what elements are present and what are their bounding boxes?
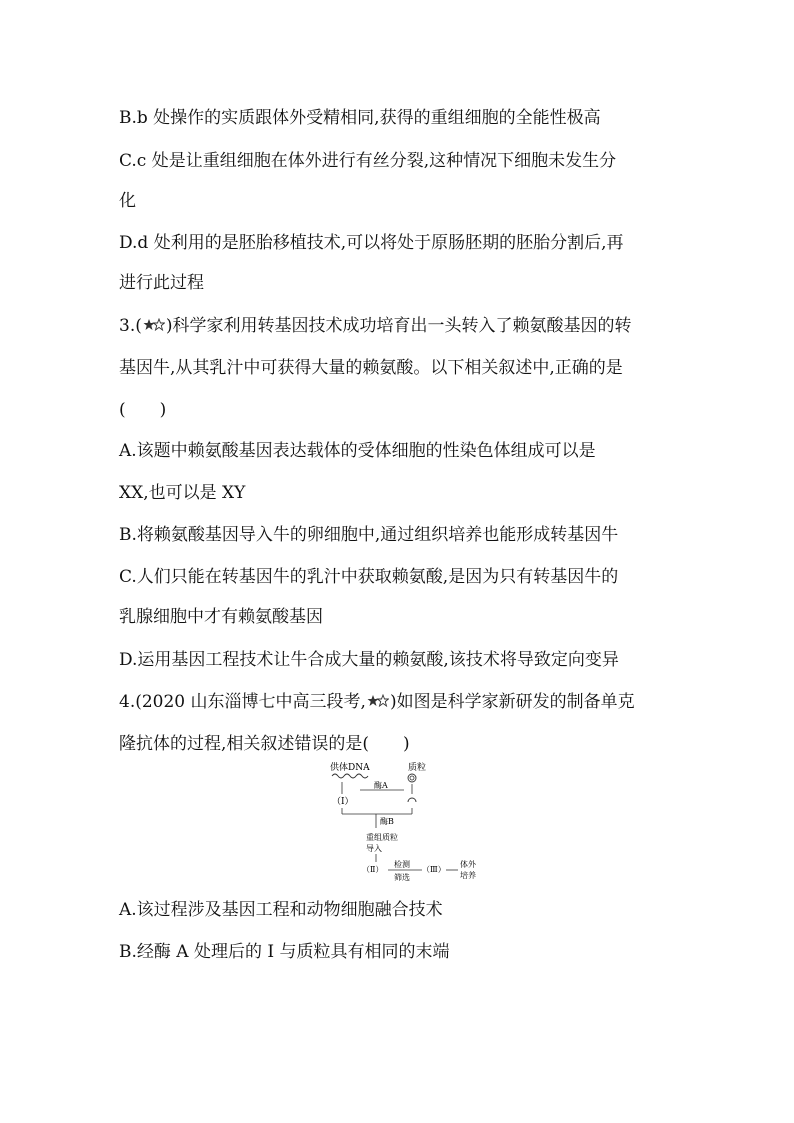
question-3-line1 [119,314,632,338]
screen-label: 筛选 [394,873,410,882]
stage-3-label: （Ⅲ） [422,865,446,874]
cut-plasmid-icon [408,798,416,802]
option-4a: A.该过程涉及基因工程和动物细胞融合技术 [119,900,443,920]
option-3b: B.b 处操作的实质跟体外受精相同,获得的重组细胞的全能性极高 [119,108,601,128]
question-3-line2: 基因牛,从其乳汁中可获得大量的赖氨酸。以下相关叙述中,正确的是 [119,358,623,378]
difficulty-stars-icon [143,318,165,332]
option-3c-line1: C.c 处是让重组细胞在体外进行有丝分裂,这种情况下细胞未发生分 [119,151,617,171]
question-4-source: 4.(2020 山东淄博七中高三段考, [119,692,366,712]
stage-2-label: （Ⅱ） [362,865,384,874]
question-3-number: 3.( [119,316,142,336]
donor-dna-label: 供体DNA [330,763,370,773]
option-b: B.将赖氨酸基因导入牛的卵细胞中,通过组织培养也能形成转基因牛 [119,525,619,545]
option-4b: B.经酶 A 处理后的 Ⅰ 与质粒具有相同的末端 [119,942,450,962]
option-d: D.运用基因工程技术让牛合成大量的赖氨酸,该技术将导致定向变异 [119,650,619,670]
question-3-text: )科学家利用转基因技术成功培育出一头转入了赖氨酸基因的转 [165,316,632,336]
recombinant-plasmid-label: 重组质粒 [366,833,398,842]
option-c-line1: C.人们只能在转基因牛的乳汁中获取赖氨酸,是因为只有转基因牛的 [119,567,619,587]
monoclonal-antibody-diagram [330,760,510,892]
question-4-text: )如图是科学家新研发的制备单克 [389,692,635,712]
difficulty-stars-icon [367,694,389,708]
option-c-line2: 乳腺细胞中才有赖氨酸基因 [119,607,323,627]
plasmid-label: 质粒 [408,763,427,773]
enzyme-a-label: 酶A [374,781,388,790]
dna-strand-icon [332,774,368,778]
enzyme-b-label: 酶B [380,817,394,826]
option-3d-line2: 进行此过程 [119,273,204,293]
question-4-line2: 隆抗体的过程,相关叙述错误的是( ) [119,734,410,754]
option-3c-line2: 化 [119,191,136,211]
in-vitro-label: 体外 [460,860,476,869]
detect-label: 检测 [394,860,410,869]
question-3-answer-bracket: ( ) [119,400,167,420]
stage-1-label: （Ⅰ） [332,797,354,807]
option-a-line2: XX,也可以是 XY [119,483,246,503]
plasmid-ring-icon [408,774,416,782]
option-3d-line1: D.d 处利用的是胚胎移植技术,可以将处于原肠胚期的胚胎分割后,再 [119,233,624,253]
culture-label: 培养 [460,871,476,880]
option-a-line1: A.该题中赖氨酸基因表达载体的受体细胞的性染色体组成可以是 [119,441,596,461]
question-4-line1 [119,690,635,714]
import-label: 导入 [366,844,382,853]
